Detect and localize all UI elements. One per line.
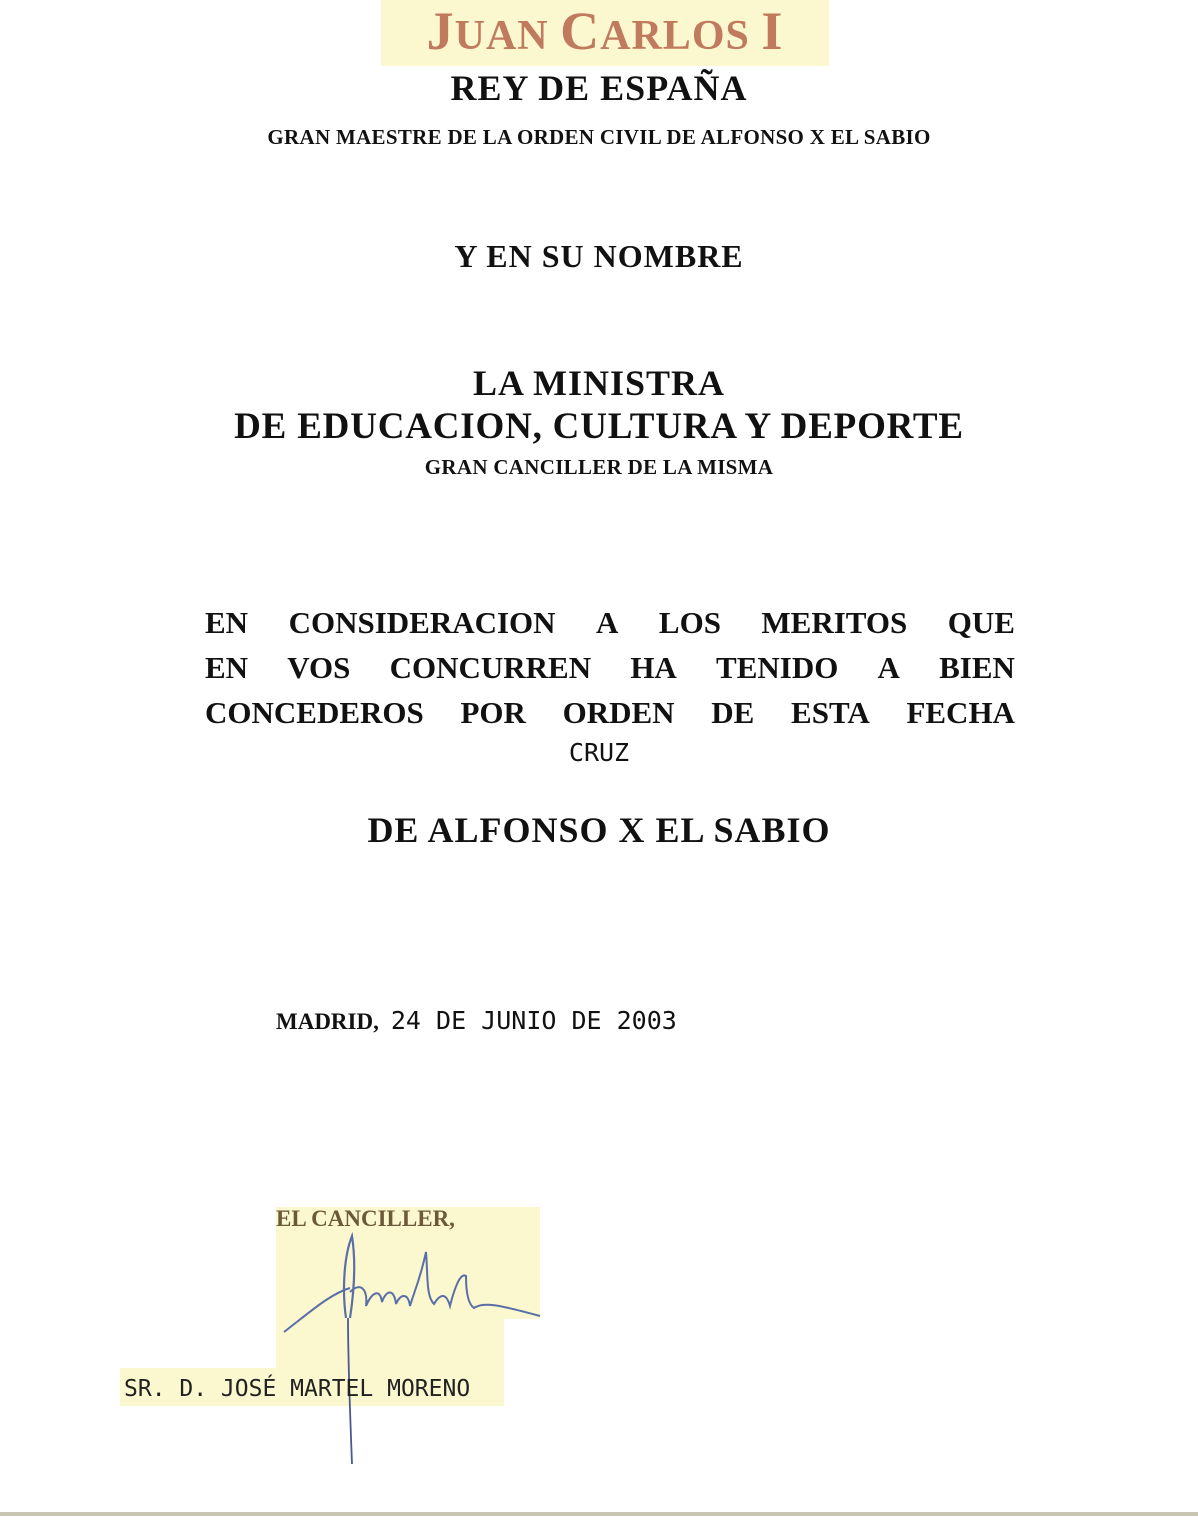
body-line-2 [205,652,1015,683]
title-part-uan: UAN [454,13,561,59]
signer-role: EL CANCILLER, [276,1206,455,1231]
word: FECHA [906,695,1015,730]
authority-title: LA MINISTRA [472,363,726,403]
title-roman-numeral: I [761,1,784,61]
authority-role: GRAN CANCILLER DE LA MISMA [424,455,774,479]
place-date [276,1008,677,1033]
word: VOS [287,650,351,685]
date: 24 DE JUNIO DE 2003 [390,1006,677,1035]
award-name: DE ALFONSO X EL SABIO [367,810,831,850]
award-type: CRUZ [568,738,630,767]
authority-ministry: DE EDUCACION, CULTURA Y DEPORTE [234,406,964,447]
title-initial-c: C [560,1,601,61]
office-line: GRAN MAESTRE DE LA ORDEN CIVIL DE ALFONSO X EL SABIO [267,125,931,149]
word: TENIDO [716,650,839,685]
word: POR [460,695,526,730]
body-line-3 [205,697,1015,728]
page-bottom-edge [0,1512,1198,1516]
word: ESTA [791,695,870,730]
document-title [381,1,829,61]
word: EN [205,605,249,640]
handwritten-signature [270,1232,560,1472]
title-part-arlos: ARLOS [600,13,762,59]
word: DE [711,695,755,730]
word: HA [630,650,677,685]
word: LOS [658,605,721,640]
recipient-name: SR. D. JOSÉ MARTEL MORENO [124,1376,471,1402]
subtitle: REY DE ESPAÑA [450,68,748,108]
title-initial-j: J [426,1,455,61]
intro-line: Y EN SU NOMBRE [454,238,744,274]
word: CONSIDERACION [288,605,556,640]
word: ORDEN [562,695,675,730]
word: EN [205,650,249,685]
word: CONCEDEROS [205,695,424,730]
word: MERITOS [761,605,908,640]
word: BIEN [939,650,1015,685]
word: A [596,605,619,640]
place: MADRID, [276,1009,379,1034]
body-line-1 [205,607,1015,638]
word: CONCURREN [389,650,592,685]
word: A [877,650,900,685]
word: QUE [947,605,1015,640]
